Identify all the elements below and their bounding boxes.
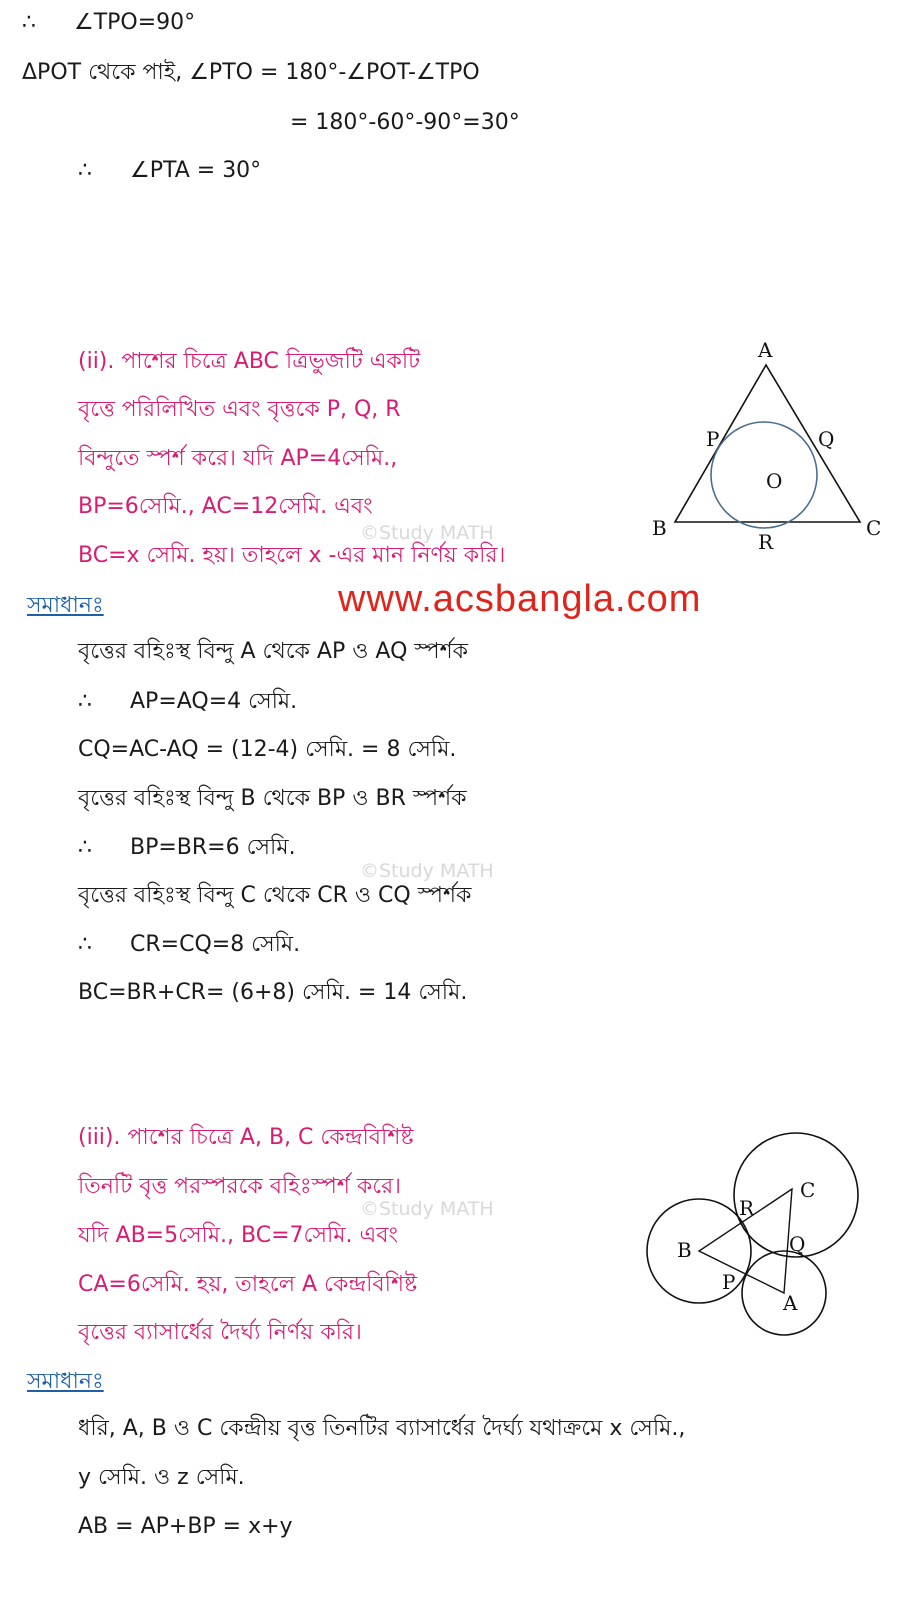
solution-ii-line-1: বৃত্তের বহিঃস্থ বিন্দু A থেকে AP ও AQ স্পর্শক: [78, 639, 469, 664]
therefore-symbol: ∴: [78, 158, 92, 183]
label-r: R: [739, 1196, 755, 1220]
therefore-symbol: ∴: [78, 835, 92, 860]
solution-ii-line-6: বৃত্তের বহিঃস্থ বিন্দু C থেকে CR ও CQ স্পর্শক: [78, 883, 472, 908]
question-ii-line-3: বিন্দুতে স্পর্শ করে। যদি AP=4সেমি.,: [78, 446, 398, 471]
angle-pta-text: ∠PTA = 30°: [130, 158, 262, 183]
question-iii-line-2: তিনটি বৃত্ত পরস্পরকে বহিঃস্পর্শ করে।: [78, 1174, 402, 1199]
question-iii-line-4: CA=6সেমি. হয়, তাহলে A কেন্দ্রবিশিষ্ট: [78, 1272, 418, 1297]
label-p: P: [722, 1270, 736, 1294]
label-c: C: [800, 1178, 816, 1202]
label-a: A: [783, 1291, 798, 1315]
label-q: Q: [789, 1232, 806, 1256]
watermark: ©Study MATH: [360, 860, 494, 882]
ap-aq-text: AP=AQ=4 সেমি.: [130, 689, 298, 714]
cr-cq-text: CR=CQ=8 সেমি.: [130, 932, 301, 957]
label-q: Q: [818, 427, 835, 451]
solution-ii-line-7: [78, 930, 300, 960]
watermark: ©Study MATH: [360, 522, 494, 544]
incircle: [711, 422, 817, 528]
question-ii-line-4: BP=6সেমি., AC=12সেমি. এবং: [78, 494, 373, 519]
therefore-symbol: ∴: [78, 932, 92, 957]
question-iii-line-5: বৃত্তের ব্যাসার্ধের দৈর্ঘ্য নির্ণয় করি।: [78, 1320, 362, 1345]
solution-iii-line-3: AB = AP+BP = x+y: [78, 1514, 293, 1539]
label-a: A: [758, 338, 773, 362]
therefore-line-tpo: [22, 8, 195, 38]
watermark: ©Study MATH: [360, 1198, 494, 1220]
solution-iii-line-1: ধরি, A, B ও C কেন্দ্রীয় বৃত্ত তিনটির ব্যাসার্ধের দৈর্ঘ্য যথাক্রমে x সেমি.,: [78, 1416, 686, 1441]
solution-ii-line-5: [78, 833, 296, 863]
label-b: B: [677, 1238, 692, 1262]
solution-iii-line-2: y সেমি. ও z সেমি.: [78, 1465, 245, 1490]
therefore-symbol: ∴: [78, 689, 92, 714]
angle-tpo-text: ∠TPO=90°: [74, 10, 196, 35]
question-iii-line-3: যদি AB=5সেমি., BC=7সেমি. এবং: [78, 1223, 398, 1248]
website-banner: www.acsbangla.com: [338, 578, 702, 620]
therefore-line-pta: [78, 156, 261, 186]
label-c: C: [866, 516, 882, 540]
solution-ii-line-8: BC=BR+CR= (6+8) সেমি. = 14 সেমি.: [78, 980, 468, 1005]
question-ii-line-2: বৃত্তে পরিলিখিত এবং বৃত্তকে P, Q, R: [78, 397, 401, 422]
triangle-incircle-figure: [640, 335, 895, 555]
label-r: R: [758, 530, 774, 554]
solution-ii-line-3: CQ=AC-AQ = (12-4) সেমি. = 8 সেমি.: [78, 737, 457, 762]
solution-label-ii: সমাধানঃ: [27, 593, 104, 618]
question-ii-line-1: (ii). পাশের চিত্রে ABC ত্রিভুজটি একটি: [78, 349, 421, 374]
label-b: B: [652, 516, 667, 540]
solution-label-iii: সমাধানঃ: [27, 1369, 104, 1394]
label-p: P: [706, 427, 720, 451]
angle-pto-result: = 180°-60°-90°=30°: [290, 110, 520, 135]
therefore-symbol: ∴: [22, 10, 36, 35]
bp-br-text: BP=BR=6 সেমি.: [130, 835, 296, 860]
triangle-pot-equation: ΔPOT থেকে পাই, ∠PTO = 180°-∠POT-∠TPO: [22, 60, 480, 85]
solution-ii-line-4: বৃত্তের বহিঃস্থ বিন্দু B থেকে BP ও BR স্পর্শক: [78, 786, 467, 811]
question-ii-line-5: BC=x সেমি. হয়। তাহলে x -এর মান নির্ণয় করি।: [78, 543, 506, 568]
question-iii-line-1: (iii). পাশের চিত্রে A, B, C কেন্দ্রবিশিষ্ট: [78, 1125, 414, 1150]
label-o: O: [766, 469, 783, 493]
solution-ii-line-2: [78, 687, 297, 717]
three-circles-figure: [640, 1125, 880, 1340]
